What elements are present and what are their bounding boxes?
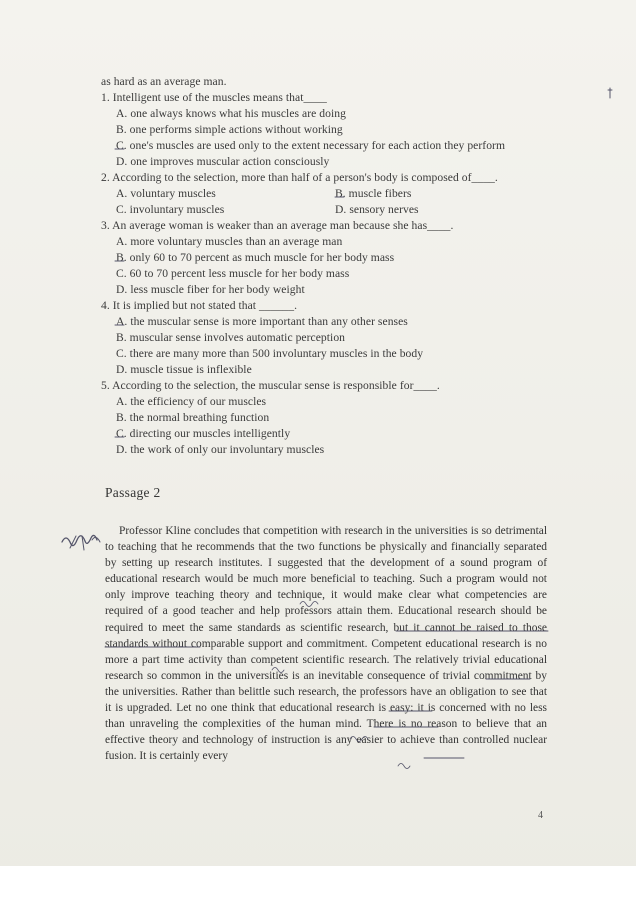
question-3-stem: 3. An average woman is weaker than an average man because she has____.	[101, 219, 454, 232]
corner-mark	[608, 88, 612, 98]
question-4-option-d: D. muscle tissue is inflexible	[116, 363, 252, 376]
question-2-option-c: C. involuntary muscles	[116, 203, 225, 216]
question-4-option-a: A. the muscular sense is more important than any other senses	[116, 315, 408, 328]
question-2-option-a: A. voluntary muscles	[116, 187, 216, 200]
question-5-stem: 5. According to the selection, the muscular sense is responsible for____.	[101, 379, 440, 392]
margin-scribble	[62, 535, 97, 545]
question-1-option-d: D. one improves muscular action consciously	[116, 155, 330, 168]
question-3-option-a: A. more voluntary muscles than an average man	[116, 235, 343, 248]
question-3-option-b: B. only 60 to 70 percent as much muscle for her body mass	[116, 251, 395, 264]
question-3-option-c: C. 60 to 70 percent less muscle for her body mass	[116, 267, 350, 280]
passage-body: Professor Kline concludes that competition with research in the universities is so detrimental to teaching that he recommends that the two functions be physically and financially separated by setting up research institutes. I suggested that the development of a sound program of educational research would be much more beneficial to teaching. Such a program would not only improve teaching theory and technique, it would make clear what competencies are required of a good teacher and help professors attain them. Educational research should be required to meet the same standards as scientific research, but it cannot be raised to those standards without comparable support and commitment. Competent educational research is no more a part time activity than competent scientific research. The relatively trivial educational research so common in the universities is an inevitable consequence of trivial commitment by the universities. Rather than belittle such research, the professors have an obligation to see that it is upgraded. Let no one think that educational research is easy: it is concerned with no less than unraveling the complexities of the human mind. There is no reason to believe that an effective theory and technology of instruction is any easier to achieve than controlled nuclear fusion. It is certainly every	[105, 525, 547, 763]
question-5-option-c: C. directing our muscles intelligently	[116, 427, 291, 440]
page-number: 4	[538, 810, 543, 821]
question-1-option-a: A. one always knows what his muscles are doing	[116, 107, 346, 120]
question-4-option-c: C. there are many more than 500 involuntary muscles in the body	[116, 347, 424, 360]
passage-title: Passage 2	[105, 485, 161, 500]
question-2-option-d: D. sensory nerves	[335, 203, 419, 216]
question-2-option-b: B. muscle fibers	[335, 187, 412, 200]
question-4-stem: 4. It is implied but not stated that ______.	[101, 299, 298, 312]
question-5-option-a: A. the efficiency of our muscles	[116, 395, 267, 408]
question-5-option-b: B. the normal breathing function	[116, 411, 270, 424]
scribble-c	[350, 737, 368, 742]
question-5-option-d: D. the work of only our involuntary muscles	[116, 443, 325, 456]
question-1-option-b: B. one performs simple actions without working	[116, 123, 343, 136]
question-4-option-b: B. muscular sense involves automatic perception	[116, 331, 346, 344]
scribble-b	[272, 668, 284, 673]
scribble-a	[300, 602, 318, 607]
scribble-d	[398, 764, 410, 769]
question-2-stem: 2. According to the selection, more than half of a person's body is composed of____.	[101, 171, 498, 184]
question-1-stem: 1. Intelligent use of the muscles means that____	[101, 91, 327, 104]
question-1-option-c: C. one's muscles are used only to the extent necessary for each action they perform	[116, 139, 506, 152]
intro-fragment: as hard as an average man.	[101, 75, 227, 88]
question-3-option-d: D. less muscle fiber for her body weight	[116, 283, 305, 296]
